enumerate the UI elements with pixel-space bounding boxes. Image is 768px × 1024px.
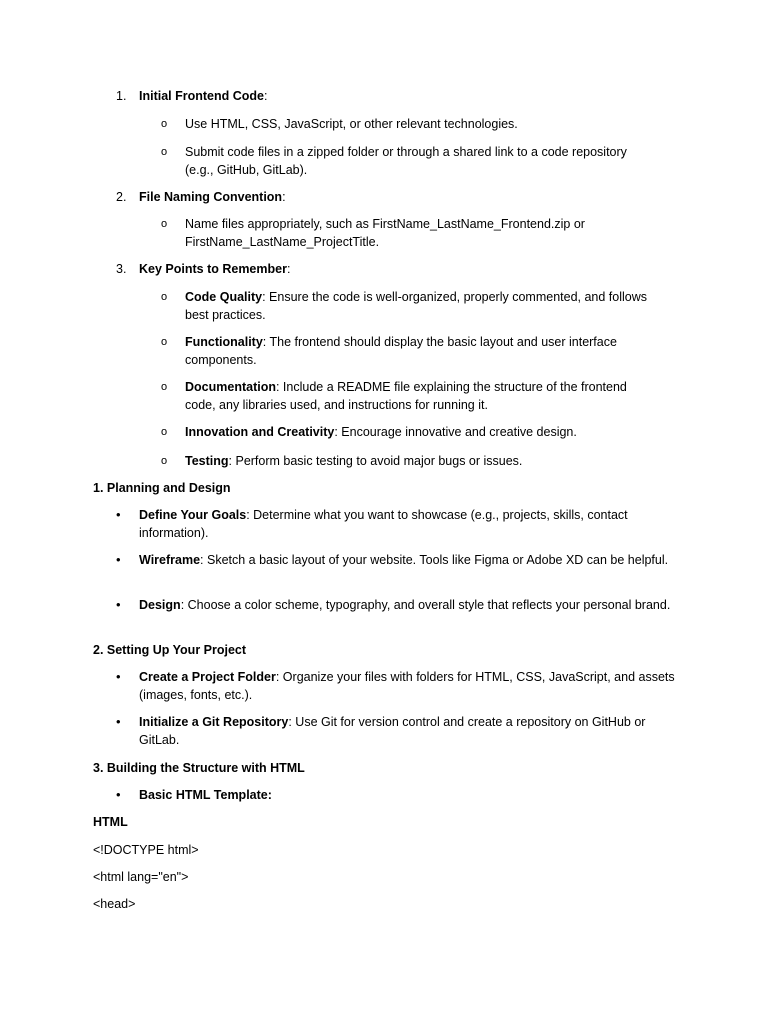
list-number: 3. bbox=[116, 262, 127, 276]
code-line: <!DOCTYPE html> bbox=[93, 843, 199, 857]
sub-item bbox=[139, 423, 665, 450]
code-line: <head> bbox=[93, 897, 136, 911]
list-title: File Naming Convention bbox=[139, 190, 283, 204]
sub-item-text: Use HTML, CSS, JavaScript, or other relevant technologies. bbox=[185, 117, 518, 131]
sub-item-bold: Code Quality bbox=[185, 290, 263, 304]
circle-bullet-icon: o bbox=[161, 381, 168, 393]
sub-item bbox=[139, 115, 645, 142]
bullet-item bbox=[0, 506, 768, 551]
sub-item-bold: Innovation and Creativity bbox=[185, 425, 335, 439]
numbered-item-1 bbox=[0, 87, 768, 105]
bullet-bold: Basic HTML Template: bbox=[139, 788, 272, 802]
circle-bullet-icon: o bbox=[161, 455, 168, 467]
bullet-bold: Initialize a Git Repository bbox=[139, 715, 289, 729]
bullet-item bbox=[0, 668, 768, 713]
bullet-bold: Wireframe bbox=[139, 553, 201, 567]
numbered-item-3 bbox=[0, 260, 768, 278]
circle-bullet-icon: o bbox=[161, 291, 168, 303]
bullet-item bbox=[0, 786, 768, 813]
sub-item-text: : Ensure the code is well-organized, properly commented, and follows best practices. bbox=[185, 290, 648, 322]
list-title-colon: : bbox=[282, 190, 286, 204]
numbered-item-2 bbox=[0, 188, 768, 206]
sub-item-bold: Documentation bbox=[185, 380, 276, 394]
sub-item bbox=[139, 215, 635, 260]
sub-item-text: Submit code files in a zipped folder or through a shared link to a code repository (e.g., GitHub, GitLab). bbox=[185, 145, 627, 177]
circle-bullet-icon: o bbox=[161, 146, 168, 158]
bullet-bold: Design bbox=[139, 598, 181, 612]
list-title: Key Points to Remember bbox=[139, 262, 287, 276]
disc-bullet-icon: • bbox=[116, 552, 121, 567]
sub-item-bold: Testing bbox=[185, 454, 229, 468]
list-title-colon: : bbox=[264, 89, 268, 103]
circle-bullet-icon: o bbox=[161, 426, 168, 438]
sub-item-text: Name files appropriately, such as FirstName_LastName_Frontend.zip or FirstName_LastName_ProjectTitle. bbox=[185, 217, 585, 249]
bullet-item bbox=[0, 596, 768, 623]
section-heading bbox=[93, 641, 246, 659]
sub-item bbox=[139, 378, 655, 423]
sub-item bbox=[139, 143, 645, 188]
code-line: <html lang="en"> bbox=[93, 870, 189, 884]
circle-bullet-icon: o bbox=[161, 218, 168, 230]
list-number: 1. bbox=[116, 89, 127, 103]
list-title: Initial Frontend Code bbox=[139, 89, 264, 103]
section-heading bbox=[93, 479, 231, 497]
section-heading-text: 2. Setting Up Your Project bbox=[93, 643, 247, 657]
bullet-text: : Determine what you want to showcase (e.g., projects, skills, contact information). bbox=[139, 508, 628, 540]
bullet-bold: Define Your Goals bbox=[139, 508, 247, 522]
bullet-text: : Choose a color scheme, typography, and overall style that reflects your personal brand. bbox=[180, 598, 671, 612]
disc-bullet-icon: • bbox=[116, 714, 121, 729]
code-label-text: HTML bbox=[93, 815, 128, 829]
sub-item-bold: Functionality bbox=[185, 335, 263, 349]
list-title-colon: : bbox=[286, 262, 291, 276]
sub-item bbox=[139, 288, 665, 333]
bullet-text: : Organize your files with folders for HTML, CSS, JavaScript, and assets (images, fonts, etc.). bbox=[139, 670, 675, 702]
disc-bullet-icon: • bbox=[116, 507, 121, 522]
sub-item-text: : Perform basic testing to avoid major bugs or issues. bbox=[228, 454, 523, 468]
bullet-text: : Use Git for version control and create a repository on GitHub or GitLab. bbox=[139, 715, 646, 747]
sub-item-text: : Include a README file explaining the structure of the frontend code, any libraries used, and instructions for running it. bbox=[185, 380, 627, 412]
section-heading-text: 3. Building the Structure with HTML bbox=[93, 761, 305, 775]
code-label bbox=[93, 813, 128, 831]
sub-item-text: : Encourage innovative and creative design. bbox=[334, 425, 577, 439]
bullet-item bbox=[0, 713, 768, 758]
sub-item bbox=[139, 333, 645, 378]
bullet-bold: Create a Project Folder bbox=[139, 670, 276, 684]
list-number: 2. bbox=[116, 190, 127, 204]
bullet-text: : Sketch a basic layout of your website. Tools like Figma or Adobe XD can be helpful. bbox=[200, 553, 669, 567]
sub-item bbox=[139, 452, 665, 479]
disc-bullet-icon: • bbox=[116, 787, 121, 802]
disc-bullet-icon: • bbox=[116, 669, 121, 684]
section-heading bbox=[93, 759, 305, 777]
sub-item-text: : The frontend should display the basic layout and user interface components. bbox=[185, 335, 617, 367]
section-heading-text: 1. Planning and Design bbox=[93, 481, 231, 495]
bullet-item bbox=[0, 551, 768, 578]
circle-bullet-icon: o bbox=[161, 336, 168, 348]
circle-bullet-icon: o bbox=[161, 118, 168, 130]
disc-bullet-icon: • bbox=[116, 597, 121, 612]
